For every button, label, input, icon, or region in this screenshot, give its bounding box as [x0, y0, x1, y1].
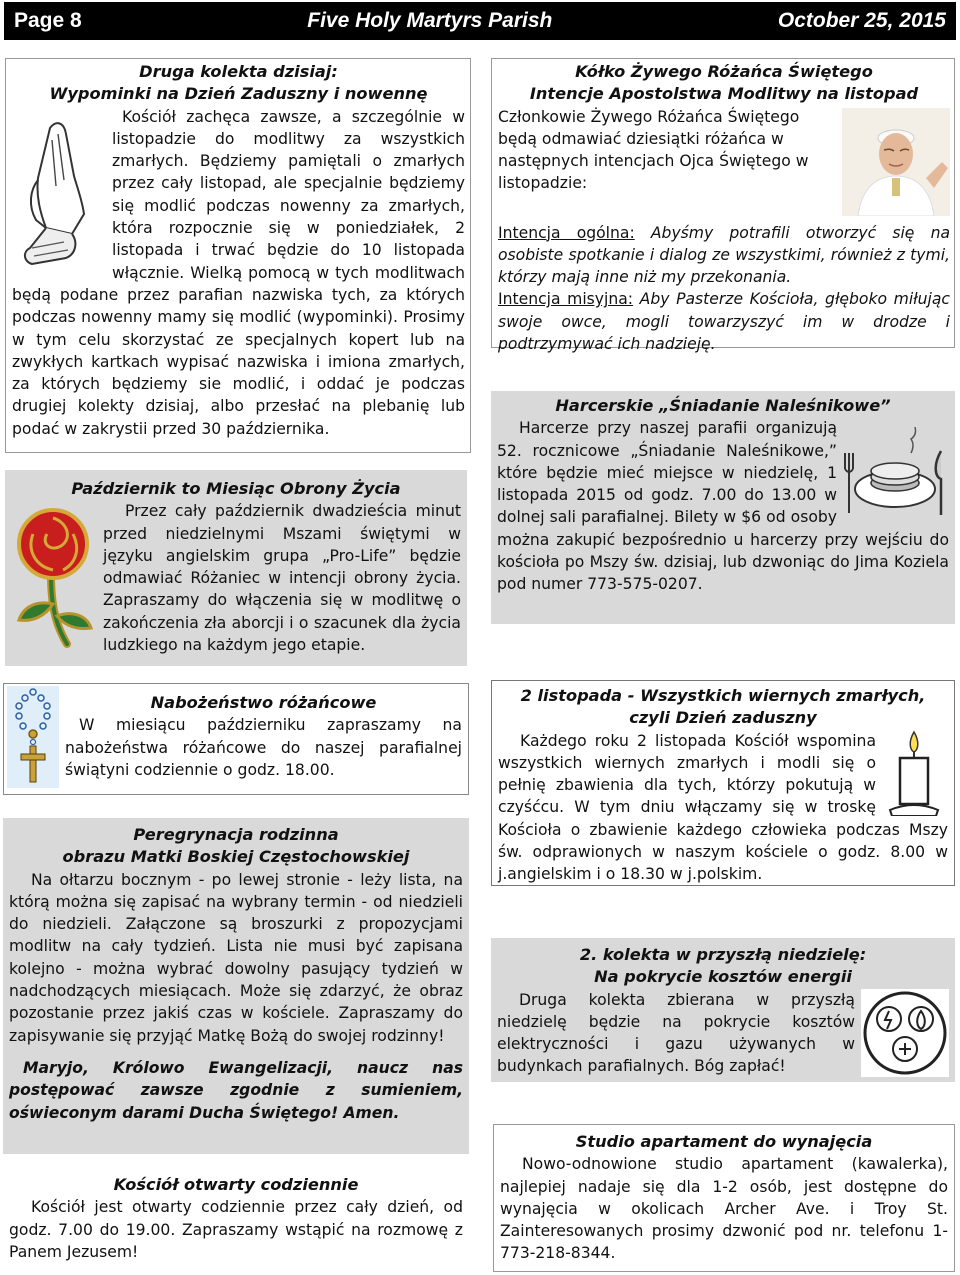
- bulletin-date: October 25, 2015: [777, 9, 946, 32]
- wypominki-title-2: Wypominki na Dzień Zaduszny i nowennę: [49, 84, 428, 104]
- studio-title: Studio apartament do wynajęcia: [575, 1132, 873, 1151]
- candle-icon: [880, 730, 948, 816]
- kosciol-otwarty-section: [3, 1172, 469, 1270]
- rozaniec-intro: Członkowie Żywego Różańca Świętego będą odmawiać dziesiątki różańca w następnych intencjach Ojca Świętego w listopadzie:: [498, 107, 809, 193]
- intention-mission: [498, 288, 950, 355]
- sniadanie-title: Harcerskie „Śniadanie Naleśnikowe”: [555, 396, 891, 415]
- intention-general: [498, 222, 950, 289]
- intention-mission-text: Aby Pasterze Kościoła, głęboko miłując swoje owce, mogli towarzyszyć im w drodze i podtrzymywać ich nadzieję.: [498, 290, 950, 354]
- nabozenstwo-body: W miesiącu październiku zapraszamy na nabożeństwa różańcowe do naszej parafialnej świątyni codziennie o godz. 18.00.: [65, 716, 462, 779]
- peregrynacja-prayer: Maryjo, Królowo Ewangelizacji, naucz nas postępować zawsze zgodnie z sumieniem, oświeconym darami Ducha Świętego! Amen.: [9, 1058, 463, 1122]
- sniadanie-body: Harcerze przy naszej parafii organizują 52. rocznicowe „Śniadanie Naleśnikowe,” które będzie mieć miejsce w niedzielę, 1 listopada 2015 od godz. 7.00 do 13.00 w dolnej sali parafialnej. Bilety w $6 od osoby można zakupić bezpośrednio u harcerzy przy wejściu do kościoła po Mszy św. dzisiaj, lub dzwoniąc do Jima Koziela pod numer 773-575-0207.: [497, 419, 949, 594]
- wypominki-body: Kościół zachęca zawsze, a szczególnie w listopadzie do modlitwy za wszystkich zmarłych. Będziemy pamiętali o zmarłych przez cały listopad, ale specjalnie będziemy się modlić podczas nowenny za zmarłych, która rozpocznie się w poniedziałek, 2 listopada i trwać będzie do 10 listopada włącznie. Wielką pomocą w tych modlitwach będą podane przez parafian nazwiska tych, za których podczas nowenny mamy się modlić (wypominki). Prosimy w tym celu skorzystać ze specjalnych kopert lub na zwykłych kartkach wypisać nazwiska i imiona zmarłych, za których będziemy sie modlić, i oddać je podczas drugiej kolekty dzisiaj, albo przesłać na plebanię lub podać w zakrystii przed 30 października.: [12, 107, 465, 438]
- rozaniec-title-1: Kółko Żywego Różańca Świętego: [575, 62, 873, 81]
- pope-photo: [842, 108, 950, 216]
- page-number: Page 8: [14, 9, 82, 32]
- peregrynacja-title-1: Peregrynacja rodzinna: [133, 825, 339, 844]
- kolekta-energia-section: [491, 938, 955, 1082]
- obrona-zycia-section: [5, 470, 467, 666]
- nabozenstwo-title: Nabożeństwo różańcowe: [150, 693, 377, 712]
- studio-section: [493, 1124, 955, 1272]
- peregrynacja-body: Na ołtarzu bocznym - po lewej stronie - leży lista, na którą można się zapisać na wybrany termin - od niedzieli do niedzieli. Załączone są broszurki z propozycjami modlitw na cały tydzień. Lista nie musi być zapisana kolejno - można wybrać dowolny pasujący tydzień w nadchodzących miesiącach. Może się zdarzyć, że obraz pozostanie przez jakiś czas w kościele. Zapraszamy do zapisywanie się przyjąć Matkę Bożą do swojej rodzinny!: [9, 870, 463, 1045]
- kosciol-otwarty-body: Kościół jest otwarty codziennie przez cały dzień, od godz. 7.00 do 19.00. Zapraszamy wstąpić na rozmowę z Panem Jezusem!: [9, 1198, 463, 1261]
- zaduszki-title-2: czyli Dzień zaduszny: [629, 708, 817, 728]
- intention-general-text: Abyśmy potrafili otworzyć się na osobiste spotkanie i dialog ze wszystkimi, również z tymi, którzy mają inne niż my przekonania.: [498, 223, 951, 287]
- obrona-zycia-title: Październik to Miesiąc Obrony Życia: [71, 479, 401, 498]
- praying-hands-icon: [12, 116, 106, 271]
- kolekta-energia-title-2: Na pokrycie kosztów energii: [594, 967, 852, 987]
- intention-mission-label: Intencja misyjna:: [498, 290, 634, 309]
- zaduszki-section: [491, 680, 955, 886]
- red-rose-icon: [11, 504, 97, 654]
- sniadanie-section: [491, 391, 955, 624]
- peregrynacja-section: [3, 818, 469, 1154]
- intention-general-label: Intencja ogólna:: [498, 223, 635, 242]
- energy-symbols-icon: [861, 989, 949, 1077]
- studio-body: Nowo-odnowione studio apartament (kawalerka), najlepiej nadaje się dla 1-2 osób, jest dostępne do wynajęcia w okolicach Archer Ave. i Troy St. Zainteresowanych prosimy dzwonić pod nr. telefonu 1-773-218-8344.: [500, 1155, 948, 1263]
- zaduszki-body: Każdego roku 2 listopada Kościół wspomina wszystkich wiernych zmarłych i modli się o pełnię zbawienia dla tych, którzy pokutują w czyśćcu. W tym dniu włączamy się w troskę Kościoła o zbawienie każdego człowieka podczas Mszy św. odprawionych w naszym kościele o godz. 8.00 w j.angielskim i o 18.30 w j.polskim.: [498, 731, 948, 884]
- zaduszki-title-1: 2 listopada - Wszystkich wiernych zmarłych,: [520, 686, 926, 705]
- kolekta-energia-body: Druga kolekta zbierana w przyszłą niedzielę będzie na pokrycie kosztów elektryczności i gazu używanych w budynkach parafialnych. Bóg zapłać!: [497, 990, 855, 1076]
- wypominki-section: [5, 58, 471, 453]
- pancake-plate-icon: [841, 417, 949, 525]
- peregrynacja-title-2: obrazu Matki Boskiej Częstochowskiej: [62, 847, 410, 867]
- rozaniec-title-2: Intencje Apostolstwa Modlitwy na listopad: [529, 84, 919, 104]
- kosciol-otwarty-title: Kościół otwarty codziennie: [113, 1175, 359, 1194]
- parish-name: Five Holy Martyrs Parish: [307, 9, 553, 32]
- page-header: [4, 2, 956, 40]
- wypominki-title-1: Druga kolekta dzisiaj:: [139, 62, 338, 81]
- rosary-icon: [7, 686, 59, 788]
- nabozenstwo-section: [3, 683, 469, 795]
- rozaniec-intentions-section: [491, 58, 955, 354]
- kolekta-energia-title-1: 2. kolekta w przyszłą niedzielę:: [579, 945, 867, 964]
- obrona-zycia-body: Przez cały październik dwadzieścia minut przed niedzielnymi Mszami świętymi w języku angielskim grupa „Pro-Life” będzie odmawiać Różaniec w intencji obrony życia. Zapraszamy do włączenia się w modlitwę o zakończenia zła aborcji i o szacunek dla życia ludzkiego na każdym jego etapie.: [103, 502, 461, 655]
